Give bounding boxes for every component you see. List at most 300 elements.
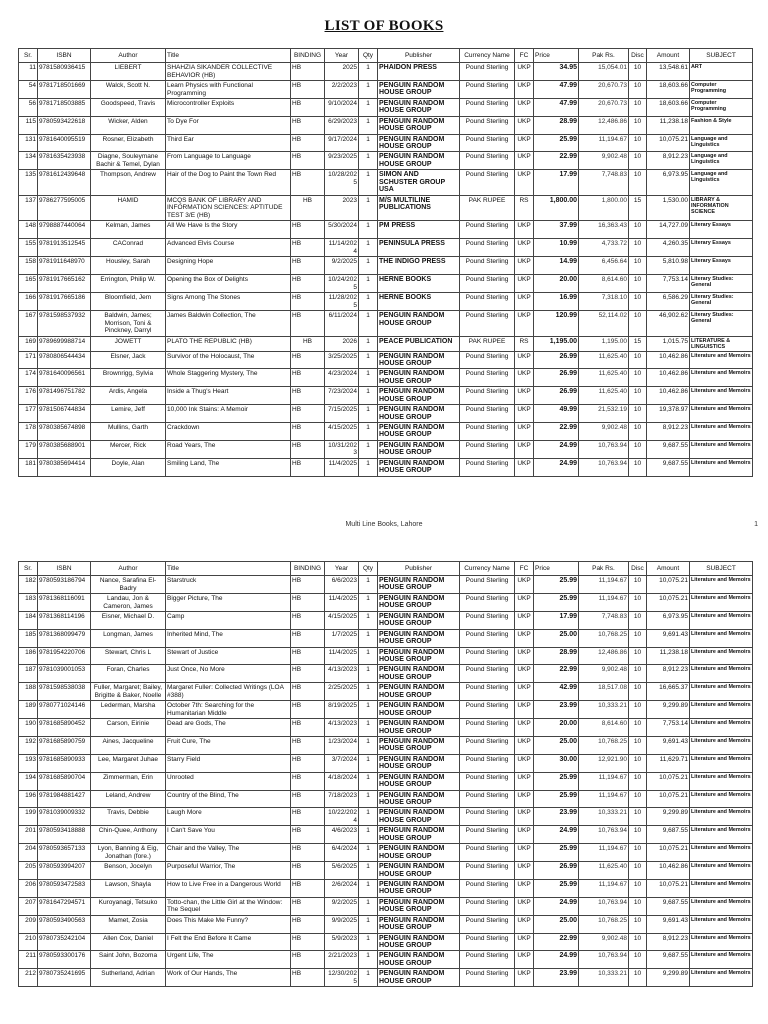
- cell-publisher: PENGUIN RANDOM HOUSE GROUP: [378, 754, 460, 772]
- cell-sr: 54: [19, 81, 38, 99]
- cell-qty: 1: [359, 422, 378, 440]
- cell-sr: 206: [19, 879, 38, 897]
- cell-currency: Pound Sterling: [460, 152, 515, 170]
- cell-sr: 158: [19, 257, 38, 275]
- cell-qty: 1: [359, 897, 378, 915]
- column-header: BINDING: [291, 49, 325, 63]
- cell-publisher: PENGUIN RANDOM HOUSE GROUP: [378, 458, 460, 476]
- cell-price: 28.99: [534, 116, 579, 134]
- cell-title: Starry Field: [166, 754, 291, 772]
- table-row: [19, 405, 753, 423]
- cell-subject: Literary Studies: General: [690, 275, 753, 293]
- cell-pak: 10,763.94: [579, 458, 629, 476]
- cell-publisher: PENGUIN RANDOM HOUSE GROUP: [378, 134, 460, 152]
- cell-publisher: PENGUIN RANDOM HOUSE GROUP: [378, 772, 460, 790]
- cell-amount: 9,691.43: [647, 737, 690, 755]
- cell-pak: 8,614.60: [579, 275, 629, 293]
- cell-binding: HB: [291, 99, 325, 117]
- cell-price: 26.99: [534, 862, 579, 880]
- cell-author: Nance, Sarafina El-Badry: [91, 576, 166, 594]
- cell-publisher: SIMON AND SCHUSTER GROUP USA: [378, 170, 460, 195]
- cell-publisher: PENGUIN RANDOM HOUSE GROUP: [378, 933, 460, 951]
- cell-isbn: 9781598537932: [38, 311, 91, 337]
- cell-isbn: 9781917665162: [38, 275, 91, 293]
- column-header: Pak Rs.: [579, 49, 629, 63]
- cell-isbn: 9781496751782: [38, 387, 91, 405]
- cell-price: 25.99: [534, 576, 579, 594]
- cell-fc: UKP: [515, 387, 534, 405]
- table-row: [19, 772, 753, 790]
- cell-pak: 11,625.40: [579, 351, 629, 369]
- column-header: Price: [534, 49, 579, 63]
- cell-subject: Fashion & Style: [690, 116, 753, 134]
- cell-year: 9/2/2025: [325, 257, 359, 275]
- cell-qty: 1: [359, 808, 378, 826]
- cell-author: LIEBERT: [91, 63, 166, 81]
- cell-publisher: PENGUIN RANDOM HOUSE GROUP: [378, 826, 460, 844]
- cell-binding: HB: [291, 293, 325, 311]
- cell-price: 26.99: [534, 351, 579, 369]
- cell-fc: UKP: [515, 458, 534, 476]
- cell-isbn: 9781917665186: [38, 293, 91, 311]
- cell-currency: Pound Sterling: [460, 612, 515, 630]
- cell-publisher: PENGUIN RANDOM HOUSE GROUP: [378, 387, 460, 405]
- cell-binding: HB: [291, 458, 325, 476]
- cell-amount: 10,075.21: [647, 844, 690, 862]
- cell-disc: 10: [629, 951, 647, 969]
- cell-price: 26.99: [534, 369, 579, 387]
- cell-price: 1,195.00: [534, 336, 579, 351]
- cell-subject: Literature and Memoirs: [690, 594, 753, 612]
- cell-price: 37.99: [534, 221, 579, 239]
- cell-author: Aines, Jacqueline: [91, 737, 166, 755]
- cell-fc: UKP: [515, 754, 534, 772]
- cell-pak: 1,195.00: [579, 336, 629, 351]
- cell-amount: 8,912.23: [647, 152, 690, 170]
- cell-sr: 176: [19, 387, 38, 405]
- table-row: [19, 737, 753, 755]
- cell-subject: Literature and Memoirs: [690, 969, 753, 987]
- cell-pak: 11,194.67: [579, 594, 629, 612]
- table-row: [19, 195, 753, 221]
- column-header: Disc: [629, 562, 647, 576]
- cell-subject: LIBRARY & INFORMATION SCIENCE: [690, 195, 753, 221]
- cell-pak: 20,670.73: [579, 99, 629, 117]
- cell-binding: HB: [291, 933, 325, 951]
- cell-year: 5/30/2024: [325, 221, 359, 239]
- cell-pak: 11,194.67: [579, 844, 629, 862]
- cell-currency: Pound Sterling: [460, 116, 515, 134]
- cell-amount: 9,299.89: [647, 701, 690, 719]
- cell-author: Ardis, Angela: [91, 387, 166, 405]
- cell-title: Survivor of the Holocaust, The: [166, 351, 291, 369]
- cell-disc: 10: [629, 81, 647, 99]
- cell-author: Goodspeed, Travis: [91, 99, 166, 117]
- cell-isbn: 9780593490563: [38, 915, 91, 933]
- cell-disc: 15: [629, 336, 647, 351]
- cell-binding: HB: [291, 951, 325, 969]
- cell-year: 9/10/2024: [325, 99, 359, 117]
- cell-qty: 1: [359, 826, 378, 844]
- cell-year: 6/6/2023: [325, 576, 359, 594]
- cell-qty: 1: [359, 594, 378, 612]
- column-header: Currency Name: [460, 49, 515, 63]
- table-row: [19, 969, 753, 987]
- cell-author: Leland, Andrew: [91, 790, 166, 808]
- cell-publisher: PENGUIN RANDOM HOUSE GROUP: [378, 629, 460, 647]
- cell-publisher: PEACE PUBLICATION: [378, 336, 460, 351]
- cell-price: 16.99: [534, 293, 579, 311]
- cell-binding: HB: [291, 81, 325, 99]
- cell-author: JOWETT: [91, 336, 166, 351]
- cell-fc: UKP: [515, 719, 534, 737]
- cell-author: Kuroyanagi, Tetsuko: [91, 897, 166, 915]
- cell-binding: HB: [291, 369, 325, 387]
- cell-price: 25.99: [534, 772, 579, 790]
- cell-amount: 4,260.35: [647, 239, 690, 257]
- cell-year: 4/13/2023: [325, 665, 359, 683]
- cell-fc: UKP: [515, 170, 534, 195]
- cell-author: Zimmerman, Erin: [91, 772, 166, 790]
- cell-isbn: 9781685890759: [38, 737, 91, 755]
- cell-year: 9/2/2025: [325, 897, 359, 915]
- cell-year: 5/6/2025: [325, 862, 359, 880]
- cell-publisher: PENGUIN RANDOM HOUSE GROUP: [378, 862, 460, 880]
- cell-amount: 11,629.71: [647, 754, 690, 772]
- cell-pak: 52,114.02: [579, 311, 629, 337]
- cell-disc: 10: [629, 576, 647, 594]
- cell-title: Margaret Fuller: Collected Writings (LOA #388): [166, 683, 291, 701]
- cell-author: Bloomfield, Jem: [91, 293, 166, 311]
- cell-isbn: 9781612439648: [38, 170, 91, 195]
- cell-binding: HB: [291, 221, 325, 239]
- cell-pak: 10,763.94: [579, 440, 629, 458]
- cell-price: 14.99: [534, 257, 579, 275]
- cell-year: 9/23/2025: [325, 152, 359, 170]
- cell-subject: Literature and Memoirs: [690, 897, 753, 915]
- cell-disc: 10: [629, 152, 647, 170]
- column-header: SUBJECT: [690, 562, 753, 576]
- cell-isbn: 9780806544434: [38, 351, 91, 369]
- cell-sr: 178: [19, 422, 38, 440]
- cell-qty: 1: [359, 754, 378, 772]
- column-header: Qty: [359, 49, 378, 63]
- cell-binding: HB: [291, 239, 325, 257]
- cell-isbn: 9781635423938: [38, 152, 91, 170]
- cell-qty: 1: [359, 458, 378, 476]
- cell-subject: Computer Programming: [690, 99, 753, 117]
- cell-fc: UKP: [515, 862, 534, 880]
- column-header: Qty: [359, 562, 378, 576]
- cell-binding: HB: [291, 772, 325, 790]
- cell-disc: 10: [629, 844, 647, 862]
- table-row: [19, 862, 753, 880]
- cell-disc: 10: [629, 99, 647, 117]
- cell-publisher: PENGUIN RANDOM HOUSE GROUP: [378, 594, 460, 612]
- cell-publisher: PENGUIN RANDOM HOUSE GROUP: [378, 612, 460, 630]
- cell-title: From Language to Language: [166, 152, 291, 170]
- cell-qty: 1: [359, 933, 378, 951]
- cell-disc: 10: [629, 221, 647, 239]
- cell-subject: Literature and Memoirs: [690, 440, 753, 458]
- cell-author: Mullins, Garth: [91, 422, 166, 440]
- column-header: Amount: [647, 562, 690, 576]
- cell-disc: 10: [629, 594, 647, 612]
- cell-year: 11/4/2025: [325, 594, 359, 612]
- cell-sr: 188: [19, 683, 38, 701]
- cell-pak: 15,054.01: [579, 63, 629, 81]
- cell-price: 25.00: [534, 737, 579, 755]
- cell-qty: 1: [359, 879, 378, 897]
- cell-sr: 135: [19, 170, 38, 195]
- column-header: Year: [325, 562, 359, 576]
- cell-currency: Pound Sterling: [460, 275, 515, 293]
- cell-publisher: PENGUIN RANDOM HOUSE GROUP: [378, 683, 460, 701]
- cell-subject: Literature and Memoirs: [690, 665, 753, 683]
- cell-pak: 9,902.48: [579, 933, 629, 951]
- cell-disc: 10: [629, 897, 647, 915]
- column-header: ISBN: [38, 562, 91, 576]
- cell-price: 25.00: [534, 629, 579, 647]
- cell-sr: 179: [19, 440, 38, 458]
- cell-publisher: PENGUIN RANDOM HOUSE GROUP: [378, 790, 460, 808]
- cell-year: 5/9/2023: [325, 933, 359, 951]
- cell-price: 20.00: [534, 275, 579, 293]
- cell-pak: 11,625.40: [579, 369, 629, 387]
- cell-sr: 186: [19, 647, 38, 665]
- cell-qty: 1: [359, 719, 378, 737]
- cell-title: Crackdown: [166, 422, 291, 440]
- cell-sr: 201: [19, 826, 38, 844]
- cell-isbn: 9781580936415: [38, 63, 91, 81]
- cell-subject: Literature and Memoirs: [690, 683, 753, 701]
- cell-amount: 10,075.21: [647, 134, 690, 152]
- cell-author: Mercer, Rick: [91, 440, 166, 458]
- cell-price: 24.99: [534, 440, 579, 458]
- cell-sr: 183: [19, 594, 38, 612]
- cell-fc: UKP: [515, 311, 534, 337]
- cell-subject: Literary Essays: [690, 239, 753, 257]
- cell-amount: 10,075.21: [647, 772, 690, 790]
- column-header: Title: [166, 49, 291, 63]
- cell-amount: 18,603.66: [647, 99, 690, 117]
- column-header: FC: [515, 562, 534, 576]
- cell-title: Advanced Elvis Course: [166, 239, 291, 257]
- cell-subject: Literature and Memoirs: [690, 772, 753, 790]
- cell-pak: 12,486.86: [579, 116, 629, 134]
- cell-disc: 10: [629, 239, 647, 257]
- cell-sr: 193: [19, 754, 38, 772]
- cell-pak: 11,194.67: [579, 134, 629, 152]
- cell-sr: 190: [19, 719, 38, 737]
- cell-price: 25.99: [534, 790, 579, 808]
- cell-qty: 1: [359, 351, 378, 369]
- cell-qty: 1: [359, 629, 378, 647]
- cell-price: 47.99: [534, 99, 579, 117]
- cell-author: Saint John, Bozoma: [91, 951, 166, 969]
- cell-qty: 1: [359, 915, 378, 933]
- cell-sr: 189: [19, 701, 38, 719]
- cell-currency: Pound Sterling: [460, 808, 515, 826]
- cell-binding: HB: [291, 719, 325, 737]
- cell-binding: HB: [291, 665, 325, 683]
- cell-binding: HB: [291, 387, 325, 405]
- cell-sr: 166: [19, 293, 38, 311]
- cell-qty: 1: [359, 336, 378, 351]
- cell-price: 24.99: [534, 458, 579, 476]
- cell-price: 24.99: [534, 951, 579, 969]
- cell-fc: UKP: [515, 440, 534, 458]
- cell-publisher: PENGUIN RANDOM HOUSE GROUP: [378, 152, 460, 170]
- cell-pak: 1,800.00: [579, 195, 629, 221]
- cell-binding: HB: [291, 405, 325, 423]
- cell-disc: 10: [629, 629, 647, 647]
- cell-author: Eisner, Michael D.: [91, 612, 166, 630]
- cell-sr: 155: [19, 239, 38, 257]
- cell-disc: 10: [629, 719, 647, 737]
- cell-publisher: PENGUIN RANDOM HOUSE GROUP: [378, 99, 460, 117]
- cell-pak: 7,748.83: [579, 170, 629, 195]
- table-row: [19, 790, 753, 808]
- cell-qty: 1: [359, 369, 378, 387]
- cell-title: Road Years, The: [166, 440, 291, 458]
- cell-currency: Pound Sterling: [460, 422, 515, 440]
- cell-year: 3/7/2024: [325, 754, 359, 772]
- cell-subject: Literature and Memoirs: [690, 576, 753, 594]
- cell-title: Opening the Box of Delights: [166, 275, 291, 293]
- cell-pak: 10,768.25: [579, 737, 629, 755]
- cell-price: 22.99: [534, 933, 579, 951]
- cell-isbn: 9781647294571: [38, 897, 91, 915]
- cell-fc: UKP: [515, 405, 534, 423]
- cell-price: 47.99: [534, 81, 579, 99]
- cell-amount: 10,462.86: [647, 862, 690, 880]
- cell-disc: 10: [629, 458, 647, 476]
- cell-isbn: 9780593994207: [38, 862, 91, 880]
- cell-title: I Felt the End Before It Came: [166, 933, 291, 951]
- cell-fc: UKP: [515, 915, 534, 933]
- cell-disc: 10: [629, 879, 647, 897]
- cell-sr: 148: [19, 221, 38, 239]
- cell-year: 2/25/2025: [325, 683, 359, 701]
- cell-currency: Pound Sterling: [460, 719, 515, 737]
- cell-sr: 194: [19, 772, 38, 790]
- cell-year: 4/6/2023: [325, 826, 359, 844]
- cell-pak: 16,363.43: [579, 221, 629, 239]
- cell-qty: 1: [359, 195, 378, 221]
- table-row: [19, 81, 753, 99]
- cell-qty: 1: [359, 772, 378, 790]
- cell-publisher: PENGUIN RANDOM HOUSE GROUP: [378, 311, 460, 337]
- cell-amount: 8,912.23: [647, 933, 690, 951]
- cell-year: 9/9/2025: [325, 915, 359, 933]
- table-row: [19, 647, 753, 665]
- cell-currency: Pound Sterling: [460, 897, 515, 915]
- cell-price: 24.99: [534, 897, 579, 915]
- cell-amount: 11,238.18: [647, 116, 690, 134]
- cell-disc: 10: [629, 257, 647, 275]
- cell-author: Travis, Debbie: [91, 808, 166, 826]
- cell-disc: 10: [629, 790, 647, 808]
- cell-fc: UKP: [515, 369, 534, 387]
- cell-year: 3/25/2025: [325, 351, 359, 369]
- cell-disc: 10: [629, 170, 647, 195]
- cell-isbn: 9781718503885: [38, 99, 91, 117]
- cell-pak: 10,333.21: [579, 808, 629, 826]
- table-row: [19, 293, 753, 311]
- cell-isbn: 9781685890933: [38, 754, 91, 772]
- cell-fc: UKP: [515, 351, 534, 369]
- cell-subject: Computer Programming: [690, 81, 753, 99]
- cell-pak: 11,194.67: [579, 772, 629, 790]
- cell-subject: Literature and Memoirs: [690, 844, 753, 862]
- cell-subject: Literature and Memoirs: [690, 879, 753, 897]
- cell-disc: 10: [629, 665, 647, 683]
- cell-subject: Literature and Memoirs: [690, 737, 753, 755]
- cell-publisher: HERNE BOOKS: [378, 293, 460, 311]
- cell-currency: Pound Sterling: [460, 879, 515, 897]
- cell-currency: Pound Sterling: [460, 311, 515, 337]
- cell-binding: HB: [291, 897, 325, 915]
- cell-disc: 10: [629, 134, 647, 152]
- cell-subject: Literature and Memoirs: [690, 629, 753, 647]
- cell-author: Brownrigg, Sylvia: [91, 369, 166, 387]
- cell-author: Kelman, James: [91, 221, 166, 239]
- cell-subject: Literature and Memoirs: [690, 808, 753, 826]
- cell-author: HAMID: [91, 195, 166, 221]
- cell-publisher: PENGUIN RANDOM HOUSE GROUP: [378, 576, 460, 594]
- cell-sr: 209: [19, 915, 38, 933]
- table-row: [19, 897, 753, 915]
- table-row: [19, 665, 753, 683]
- cell-fc: UKP: [515, 683, 534, 701]
- cell-title: I Can't Save You: [166, 826, 291, 844]
- cell-currency: Pound Sterling: [460, 239, 515, 257]
- cell-currency: Pound Sterling: [460, 369, 515, 387]
- cell-isbn: 9780593300176: [38, 951, 91, 969]
- cell-binding: HB: [291, 351, 325, 369]
- cell-title: Dead are Gods, The: [166, 719, 291, 737]
- cell-title: James Baldwin Collection, The: [166, 311, 291, 337]
- cell-fc: UKP: [515, 152, 534, 170]
- cell-qty: 1: [359, 81, 378, 99]
- cell-subject: Language and Linguistics: [690, 152, 753, 170]
- cell-binding: HB: [291, 195, 325, 221]
- cell-subject: Literature and Memoirs: [690, 458, 753, 476]
- cell-amount: 1,015.75: [647, 336, 690, 351]
- cell-fc: RS: [515, 336, 534, 351]
- cell-isbn: 9780593472583: [38, 879, 91, 897]
- cell-price: 23.99: [534, 701, 579, 719]
- column-header: ISBN: [38, 49, 91, 63]
- cell-price: 23.99: [534, 969, 579, 987]
- cell-currency: Pound Sterling: [460, 293, 515, 311]
- cell-price: 26.99: [534, 387, 579, 405]
- cell-publisher: PENGUIN RANDOM HOUSE GROUP: [378, 81, 460, 99]
- column-header: Year: [325, 49, 359, 63]
- cell-isbn: 9780593422618: [38, 116, 91, 134]
- cell-currency: Pound Sterling: [460, 405, 515, 423]
- cell-year: 6/29/2023: [325, 116, 359, 134]
- cell-pak: 11,625.40: [579, 387, 629, 405]
- cell-subject: Literature and Memoirs: [690, 719, 753, 737]
- table-row: [19, 933, 753, 951]
- cell-title: Inside a Thug's Heart: [166, 387, 291, 405]
- cell-binding: HB: [291, 629, 325, 647]
- cell-publisher: PENGUIN RANDOM HOUSE GROUP: [378, 405, 460, 423]
- cell-year: 1/7/2025: [325, 629, 359, 647]
- table-row: [19, 808, 753, 826]
